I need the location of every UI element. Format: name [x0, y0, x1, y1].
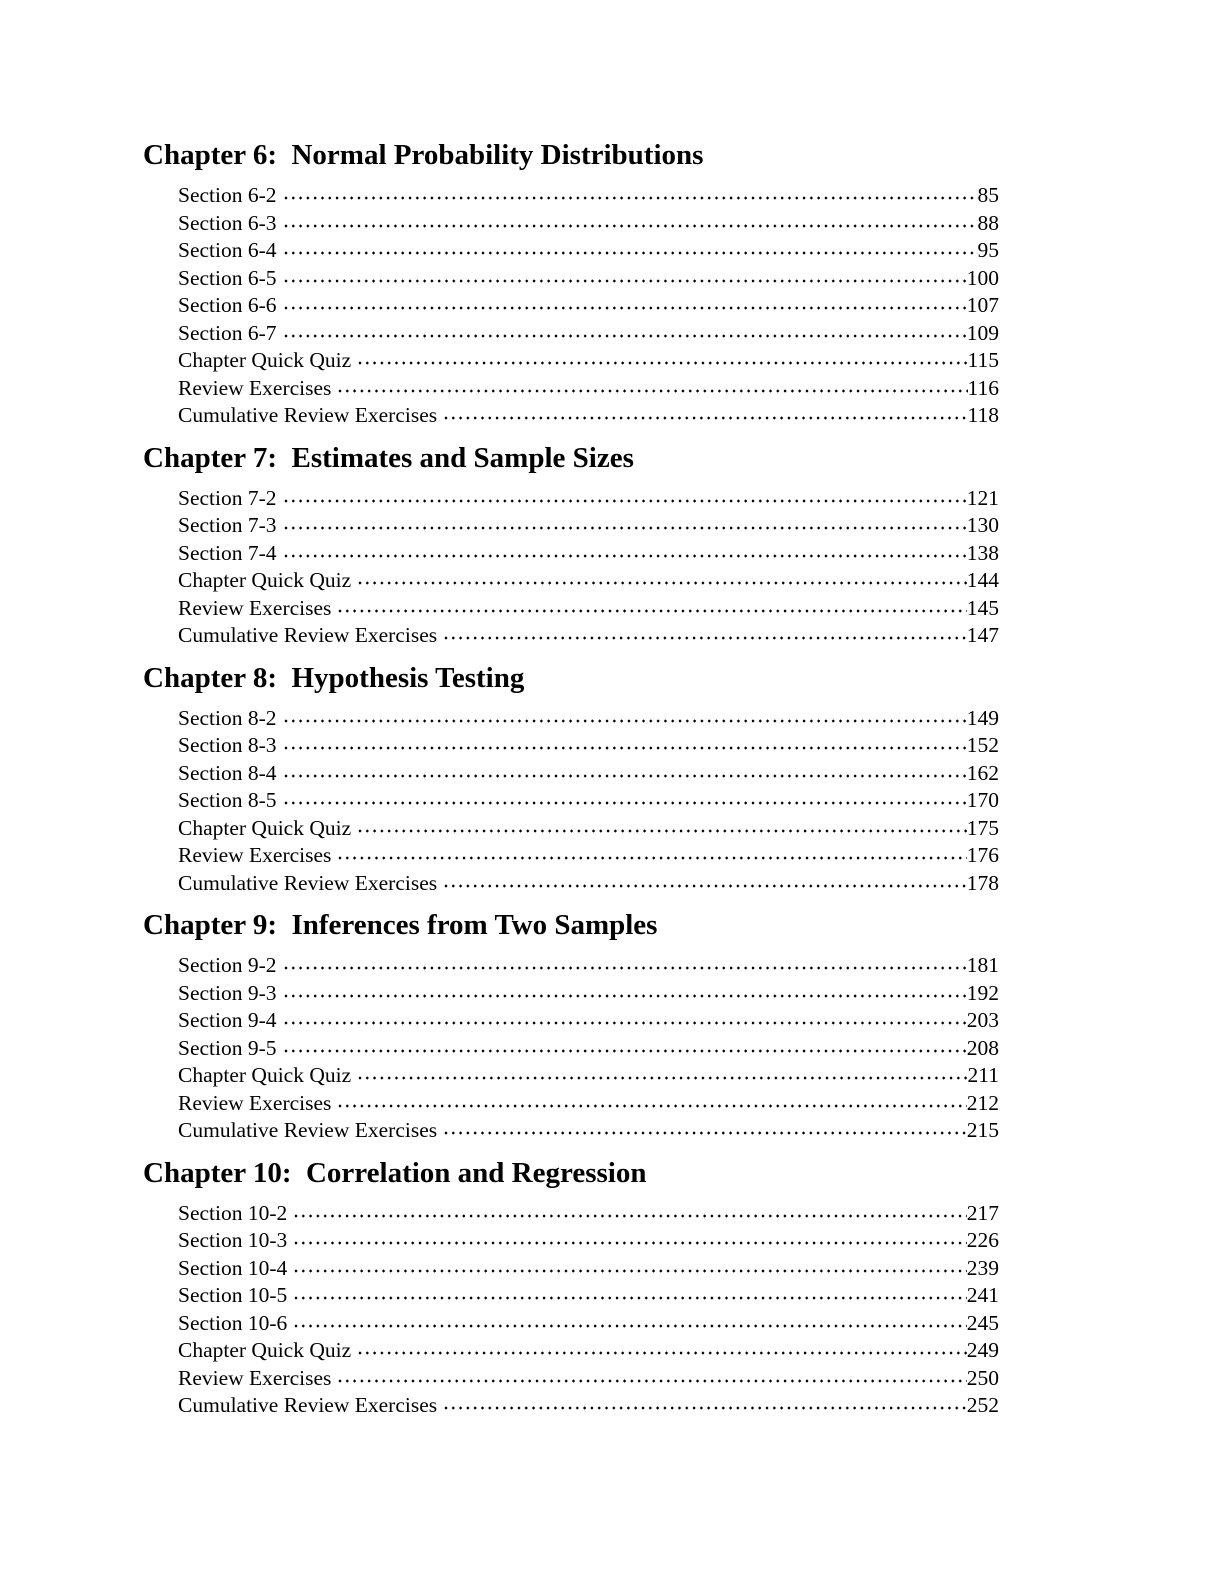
toc-entry-row — [178, 1062, 999, 1090]
dot-leader — [293, 1324, 966, 1330]
toc-chapter — [143, 1156, 999, 1420]
entry-page-number: 115 — [967, 348, 999, 372]
entry-label: Section 7-3 — [178, 513, 277, 537]
entry-label: Chapter Quick Quiz — [178, 348, 352, 372]
toc-entry-row — [178, 237, 999, 265]
entry-page-number: 149 — [966, 705, 999, 730]
entry-label: Cumulative Review Exercises — [178, 623, 438, 647]
toc-entry-row — [178, 705, 999, 733]
entry-page-number: 145 — [966, 595, 999, 620]
dot-leader — [283, 224, 978, 230]
dot-leader — [283, 1021, 967, 1027]
entry-page-number: 152 — [966, 733, 999, 757]
toc-entry-row — [178, 1117, 999, 1145]
entry-page-number: 178 — [966, 870, 999, 895]
dot-leader — [283, 499, 967, 505]
toc-chapter — [143, 138, 999, 430]
dot-leader — [443, 1406, 967, 1412]
entry-label: Section 9-5 — [178, 1035, 277, 1060]
entry-label: Cumulative Review Exercises — [178, 870, 438, 895]
entry-page-number: 208 — [966, 1035, 999, 1060]
dot-leader — [357, 1351, 967, 1357]
chapter-heading: Chapter 7: Estimates and Sample Sizes — [143, 441, 634, 474]
entry-page-number: 109 — [966, 320, 999, 345]
entry-label: Section 7-4 — [178, 540, 277, 565]
entry-label: Cumulative Review Exercises — [178, 1118, 438, 1142]
toc-chapter — [143, 908, 999, 1145]
chapter-entries — [178, 485, 999, 650]
entry-page-number: 95 — [977, 238, 999, 262]
dot-leader — [283, 334, 967, 340]
entry-label: Section 8-5 — [178, 788, 277, 812]
entry-page-number: 226 — [966, 1228, 999, 1252]
entry-label: Section 6-4 — [178, 238, 277, 262]
entry-label: Section 9-2 — [178, 953, 277, 977]
entry-page-number: 176 — [966, 843, 999, 867]
dot-leader — [283, 746, 967, 752]
dot-leader — [293, 1241, 966, 1247]
toc-entry-row — [178, 732, 999, 760]
chapter-entries — [178, 1200, 999, 1420]
entry-page-number: 217 — [966, 1200, 999, 1225]
entry-page-number: 241 — [966, 1283, 999, 1307]
toc-chapter — [143, 441, 999, 650]
dot-leader — [337, 856, 966, 862]
toc-chapter — [143, 661, 999, 898]
toc-entry-row — [178, 842, 999, 870]
toc-entry-row — [178, 760, 999, 788]
entry-page-number: 88 — [977, 210, 999, 235]
entry-page-number: 252 — [966, 1393, 999, 1417]
chapter-heading: Chapter 10: Correlation and Regression — [143, 1156, 647, 1189]
chapter-entries — [178, 182, 999, 430]
dot-leader — [283, 554, 967, 560]
entry-page-number: 170 — [966, 788, 999, 812]
dot-leader — [443, 636, 967, 642]
toc-entry-row — [178, 1200, 999, 1228]
toc-entry-row — [178, 1282, 999, 1310]
entry-label: Section 6-7 — [178, 320, 277, 345]
entry-label: Cumulative Review Exercises — [178, 403, 438, 427]
entry-page-number: 239 — [966, 1255, 999, 1280]
entry-page-number: 100 — [966, 265, 999, 290]
dot-leader — [293, 1214, 966, 1220]
entry-label: Section 10-2 — [178, 1200, 288, 1225]
entry-page-number: 181 — [966, 953, 999, 977]
toc-entry-row — [178, 292, 999, 320]
dot-leader — [283, 196, 978, 202]
entry-page-number: 116 — [967, 375, 999, 400]
entry-page-number: 249 — [966, 1338, 999, 1362]
toc-entry-row — [178, 815, 999, 843]
entry-page-number: 85 — [977, 183, 999, 207]
dot-leader — [337, 1104, 966, 1110]
toc-entry-row — [178, 870, 999, 898]
dot-leader — [283, 1049, 967, 1055]
toc-entry-row — [178, 402, 999, 430]
entry-page-number: 130 — [966, 513, 999, 537]
toc — [143, 138, 999, 1420]
dot-leader — [283, 279, 967, 285]
entry-label: Chapter Quick Quiz — [178, 568, 352, 592]
toc-entry-row — [178, 182, 999, 210]
toc-entry-row — [178, 1337, 999, 1365]
toc-entry-row — [178, 265, 999, 293]
entry-label: Section 8-3 — [178, 733, 277, 757]
toc-entry-row — [178, 567, 999, 595]
dot-leader — [293, 1296, 966, 1302]
toc-entry-row — [178, 1392, 999, 1420]
dot-leader — [283, 306, 967, 312]
entry-label: Section 6-6 — [178, 293, 277, 317]
toc-entry-row — [178, 1035, 999, 1063]
toc-entry-row — [178, 622, 999, 650]
dot-leader — [283, 526, 967, 532]
entry-label: Review Exercises — [178, 595, 332, 620]
entry-label: Section 8-2 — [178, 705, 277, 730]
toc-entry-row — [178, 375, 999, 403]
dot-leader — [443, 1131, 967, 1137]
entry-page-number: 175 — [966, 815, 999, 840]
toc-entry-row — [178, 1365, 999, 1393]
entry-label: Review Exercises — [178, 1090, 332, 1115]
entry-page-number: 162 — [966, 760, 999, 785]
entry-page-number: 245 — [966, 1310, 999, 1335]
dot-leader — [283, 719, 967, 725]
dot-leader — [283, 251, 978, 257]
dot-leader — [357, 1076, 967, 1082]
dot-leader — [283, 966, 967, 972]
toc-entry-row — [178, 540, 999, 568]
entry-page-number: 211 — [967, 1063, 999, 1087]
dot-leader — [357, 361, 967, 367]
entry-label: Section 8-4 — [178, 760, 277, 785]
dot-leader — [443, 416, 967, 422]
toc-entry-row — [178, 595, 999, 623]
entry-label: Section 6-2 — [178, 183, 277, 207]
toc-entry-row — [178, 347, 999, 375]
toc-entry-row — [178, 512, 999, 540]
toc-entry-row — [178, 1255, 999, 1283]
entry-page-number: 203 — [966, 1008, 999, 1032]
entry-label: Section 10-6 — [178, 1310, 288, 1335]
dot-leader — [337, 609, 966, 615]
dot-leader — [443, 884, 967, 890]
entry-page-number: 215 — [966, 1118, 999, 1142]
entry-page-number: 212 — [966, 1090, 999, 1115]
entry-page-number: 118 — [967, 403, 999, 427]
dot-leader — [283, 774, 967, 780]
entry-page-number: 107 — [966, 293, 999, 317]
dot-leader — [357, 829, 967, 835]
entry-label: Review Exercises — [178, 1365, 332, 1390]
chapter-entries — [178, 705, 999, 898]
entry-label: Section 7-2 — [178, 485, 277, 510]
entry-label: Section 10-4 — [178, 1255, 288, 1280]
toc-entry-row — [178, 787, 999, 815]
toc-entry-row — [178, 210, 999, 238]
toc-entry-row — [178, 320, 999, 348]
entry-label: Section 10-3 — [178, 1228, 288, 1252]
toc-entry-row — [178, 1310, 999, 1338]
entry-label: Review Exercises — [178, 375, 332, 400]
entry-page-number: 250 — [966, 1365, 999, 1390]
dot-leader — [283, 801, 967, 807]
entry-page-number: 144 — [966, 568, 999, 592]
entry-label: Section 6-3 — [178, 210, 277, 235]
entry-label: Chapter Quick Quiz — [178, 1338, 352, 1362]
entry-label: Cumulative Review Exercises — [178, 1393, 438, 1417]
toc-entry-row — [178, 1007, 999, 1035]
dot-leader — [293, 1269, 966, 1275]
toc-entry-row — [178, 1227, 999, 1255]
chapter-entries — [178, 952, 999, 1145]
entry-label: Section 9-3 — [178, 980, 277, 1005]
toc-entry-row — [178, 980, 999, 1008]
dot-leader — [337, 1379, 966, 1385]
entry-label: Section 6-5 — [178, 265, 277, 290]
entry-label: Section 10-5 — [178, 1283, 288, 1307]
entry-page-number: 147 — [966, 623, 999, 647]
chapter-heading: Chapter 9: Inferences from Two Samples — [143, 909, 658, 941]
entry-page-number: 192 — [966, 980, 999, 1005]
toc-entry-row — [178, 1090, 999, 1118]
entry-page-number: 138 — [966, 540, 999, 565]
entry-label: Chapter Quick Quiz — [178, 1063, 352, 1087]
chapter-heading: Chapter 6: Normal Probability Distributions — [143, 139, 704, 171]
entry-label: Section 9-4 — [178, 1008, 277, 1032]
dot-leader — [357, 581, 967, 587]
chapter-heading: Chapter 8: Hypothesis Testing — [143, 661, 525, 694]
toc-entry-row — [178, 485, 999, 513]
dot-leader — [337, 389, 967, 395]
toc-entry-row — [178, 952, 999, 980]
entry-label: Review Exercises — [178, 843, 332, 867]
dot-leader — [283, 994, 967, 1000]
entry-label: Chapter Quick Quiz — [178, 815, 352, 840]
entry-page-number: 121 — [966, 485, 999, 510]
